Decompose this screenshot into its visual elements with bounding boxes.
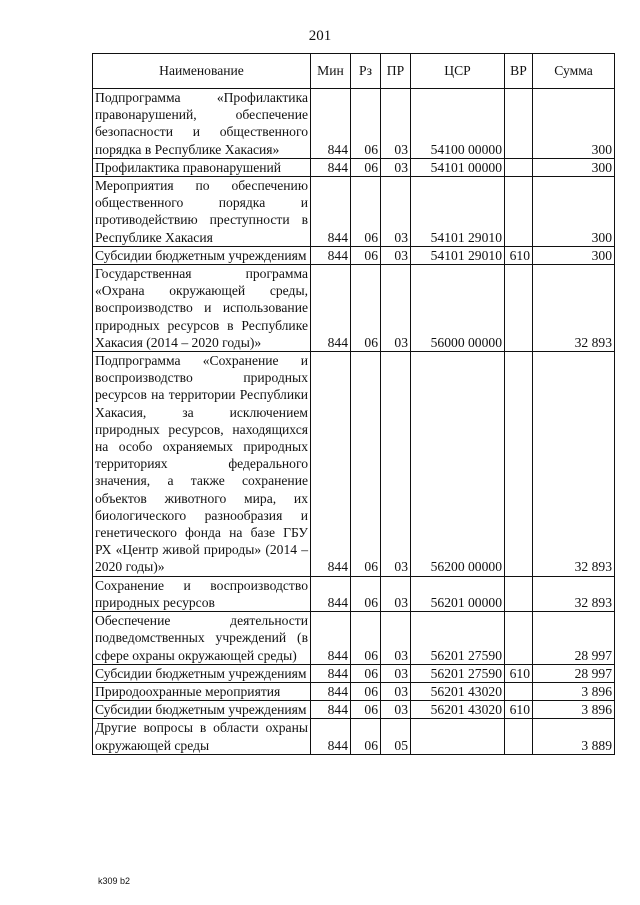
cell-name: Мероприятия по обеспечению общественного порядка и противодействию преступности в Республике Хакасия bbox=[93, 177, 311, 247]
cell-csr: 56201 27590 bbox=[411, 612, 505, 665]
table-row bbox=[93, 719, 615, 754]
cell-rz: 06 bbox=[351, 246, 381, 264]
page-number: 201 bbox=[308, 28, 332, 44]
cell-rz: 06 bbox=[351, 576, 381, 611]
cell-vr: 610 bbox=[505, 701, 533, 719]
cell-min: 844 bbox=[311, 89, 351, 159]
cell-pr: 03 bbox=[381, 664, 411, 682]
cell-csr: 56201 43020 bbox=[411, 701, 505, 719]
cell-min: 844 bbox=[311, 246, 351, 264]
table-row bbox=[93, 352, 615, 577]
cell-pr: 03 bbox=[381, 246, 411, 264]
cell-vr bbox=[505, 682, 533, 700]
cell-name: Субсидии бюджетным учреждениям bbox=[93, 664, 311, 682]
cell-csr: 56000 00000 bbox=[411, 265, 505, 352]
table-row bbox=[93, 612, 615, 665]
cell-rz: 06 bbox=[351, 612, 381, 665]
cell-rz: 06 bbox=[351, 719, 381, 754]
cell-name: Государственная программа «Охрана окружающей среды, воспроизводство и использование природных ресурсов в Республике Хакасия (2014 – 2020 годы)» bbox=[93, 265, 311, 352]
header-name: Наименование bbox=[93, 54, 311, 89]
cell-rz: 06 bbox=[351, 701, 381, 719]
cell-name: Подпрограмма «Профилактика правонарушений, обеспечение безопасности и общественного порядка в Республике Хакасия» bbox=[93, 89, 311, 159]
cell-min: 844 bbox=[311, 158, 351, 176]
budget-table bbox=[92, 53, 615, 755]
table-row bbox=[93, 265, 615, 352]
cell-sum: 300 bbox=[533, 177, 615, 247]
cell-pr: 03 bbox=[381, 682, 411, 700]
cell-min: 844 bbox=[311, 612, 351, 665]
cell-rz: 06 bbox=[351, 177, 381, 247]
table-row bbox=[93, 701, 615, 719]
cell-pr: 03 bbox=[381, 89, 411, 159]
cell-sum: 3 896 bbox=[533, 701, 615, 719]
table-row bbox=[93, 246, 615, 264]
table-row bbox=[93, 177, 615, 247]
cell-pr: 03 bbox=[381, 352, 411, 577]
cell-vr bbox=[505, 576, 533, 611]
cell-rz: 06 bbox=[351, 352, 381, 577]
cell-vr bbox=[505, 265, 533, 352]
cell-min: 844 bbox=[311, 265, 351, 352]
cell-rz: 06 bbox=[351, 682, 381, 700]
cell-sum: 28 997 bbox=[533, 612, 615, 665]
cell-pr: 03 bbox=[381, 158, 411, 176]
header-vr: ВР bbox=[505, 54, 533, 89]
cell-pr: 03 bbox=[381, 177, 411, 247]
cell-csr: 54101 29010 bbox=[411, 177, 505, 247]
cell-sum: 300 bbox=[533, 158, 615, 176]
table-header-row bbox=[93, 54, 615, 89]
cell-csr: 54101 29010 bbox=[411, 246, 505, 264]
cell-rz: 06 bbox=[351, 265, 381, 352]
cell-min: 844 bbox=[311, 177, 351, 247]
cell-pr: 03 bbox=[381, 612, 411, 665]
cell-rz: 06 bbox=[351, 158, 381, 176]
cell-name: Профилактика правонарушений bbox=[93, 158, 311, 176]
cell-vr bbox=[505, 719, 533, 754]
cell-pr: 03 bbox=[381, 701, 411, 719]
cell-sum: 3 889 bbox=[533, 719, 615, 754]
cell-csr: 56200 00000 bbox=[411, 352, 505, 577]
cell-min: 844 bbox=[311, 576, 351, 611]
cell-min: 844 bbox=[311, 682, 351, 700]
cell-sum: 300 bbox=[533, 89, 615, 159]
cell-vr bbox=[505, 158, 533, 176]
cell-min: 844 bbox=[311, 719, 351, 754]
cell-csr: 54100 00000 bbox=[411, 89, 505, 159]
header-sum: Сумма bbox=[533, 54, 615, 89]
cell-vr bbox=[505, 177, 533, 247]
cell-name: Субсидии бюджетным учреждениям bbox=[93, 246, 311, 264]
header-csr: ЦСР bbox=[411, 54, 505, 89]
cell-sum: 300 bbox=[533, 246, 615, 264]
cell-rz: 06 bbox=[351, 664, 381, 682]
cell-min: 844 bbox=[311, 701, 351, 719]
table-row bbox=[93, 664, 615, 682]
cell-csr: 54101 00000 bbox=[411, 158, 505, 176]
header-min: Мин bbox=[311, 54, 351, 89]
cell-sum: 28 997 bbox=[533, 664, 615, 682]
cell-name: Обеспечение деятельности подведомственных учреждений (в сфере охраны окружающей среды) bbox=[93, 612, 311, 665]
cell-vr bbox=[505, 89, 533, 159]
cell-pr: 05 bbox=[381, 719, 411, 754]
cell-vr bbox=[505, 352, 533, 577]
cell-vr: 610 bbox=[505, 664, 533, 682]
cell-name: Подпрограмма «Сохранение и воспроизводство природных ресурсов на территории Республики Хакасия, за исключением природных ресурсов, находящихся на особо охраняемых природных территориях федерального значения, а также сохранение объектов животного мира, их биологического разнообразия и генетического фонда на базе ГБУ РХ «Центр живой природы» (2014 – 2020 годы)» bbox=[93, 352, 311, 577]
table-row bbox=[93, 682, 615, 700]
header-rz: Рз bbox=[351, 54, 381, 89]
cell-min: 844 bbox=[311, 352, 351, 577]
cell-sum: 32 893 bbox=[533, 576, 615, 611]
table-row bbox=[93, 158, 615, 176]
header-pr: ПР bbox=[381, 54, 411, 89]
cell-csr: 56201 43020 bbox=[411, 682, 505, 700]
cell-min: 844 bbox=[311, 664, 351, 682]
cell-vr bbox=[505, 612, 533, 665]
cell-sum: 32 893 bbox=[533, 352, 615, 577]
cell-name: Природоохранные мероприятия bbox=[93, 682, 311, 700]
cell-csr bbox=[411, 719, 505, 754]
table-row bbox=[93, 576, 615, 611]
cell-pr: 03 bbox=[381, 576, 411, 611]
cell-name: Субсидии бюджетным учреждениям bbox=[93, 701, 311, 719]
cell-sum: 3 896 bbox=[533, 682, 615, 700]
cell-csr: 56201 00000 bbox=[411, 576, 505, 611]
cell-vr: 610 bbox=[505, 246, 533, 264]
table-row bbox=[93, 89, 615, 159]
cell-name: Сохранение и воспроизводство природных ресурсов bbox=[93, 576, 311, 611]
cell-name: Другие вопросы в области охраны окружающей среды bbox=[93, 719, 311, 754]
cell-rz: 06 bbox=[351, 89, 381, 159]
cell-sum: 32 893 bbox=[533, 265, 615, 352]
cell-csr: 56201 27590 bbox=[411, 664, 505, 682]
cell-pr: 03 bbox=[381, 265, 411, 352]
footer-code: k309 b2 bbox=[98, 876, 131, 886]
